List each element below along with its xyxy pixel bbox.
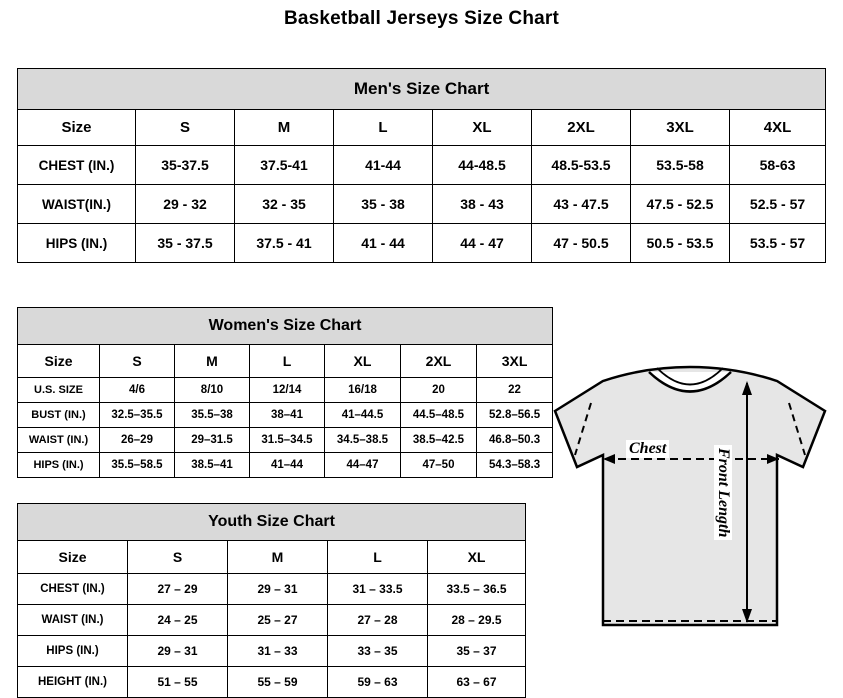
column-header: XL xyxy=(325,345,401,378)
table-cell: 32 - 35 xyxy=(235,185,334,224)
column-header: S xyxy=(136,110,235,146)
table-cell: 31 – 33 xyxy=(228,636,328,667)
table-cell: 35.5–38 xyxy=(175,403,250,428)
table-cell: 44–47 xyxy=(325,453,401,478)
table-cell: 29–31.5 xyxy=(175,428,250,453)
column-header: M xyxy=(175,345,250,378)
jersey-outline xyxy=(555,367,825,625)
table-row xyxy=(18,605,526,636)
table-cell: 59 – 63 xyxy=(328,667,428,698)
row-label: CHEST (IN.) xyxy=(18,146,136,185)
page-title: Basketball Jerseys Size Chart xyxy=(283,8,560,29)
mens-size-chart-table xyxy=(17,68,826,263)
table-cell: 44 - 47 xyxy=(433,224,532,263)
row-label: HIPS (IN.) xyxy=(18,453,100,478)
table-row xyxy=(18,378,553,403)
column-header: 2XL xyxy=(532,110,631,146)
column-header: M xyxy=(235,110,334,146)
column-header: XL xyxy=(428,541,526,574)
table-row xyxy=(18,667,526,698)
table-row xyxy=(18,428,553,453)
table-cell: 37.5 - 41 xyxy=(235,224,334,263)
table-cell: 33.5 – 36.5 xyxy=(428,574,526,605)
table-cell: 44-48.5 xyxy=(433,146,532,185)
column-header: Size xyxy=(18,541,128,574)
row-label: CHEST (IN.) xyxy=(18,574,128,605)
row-label: WAIST(IN.) xyxy=(18,185,136,224)
womens-table-caption: Women's Size Chart xyxy=(18,308,553,345)
table-row xyxy=(18,636,526,667)
row-label: WAIST (IN.) xyxy=(18,428,100,453)
table-cell: 41 - 44 xyxy=(334,224,433,263)
table-cell: 38.5–42.5 xyxy=(401,428,477,453)
table-cell: 52.8–56.5 xyxy=(477,403,553,428)
column-header: XL xyxy=(433,110,532,146)
table-cell: 29 – 31 xyxy=(228,574,328,605)
row-label: HIPS (IN.) xyxy=(18,636,128,667)
table-cell: 55 – 59 xyxy=(228,667,328,698)
column-header: L xyxy=(328,541,428,574)
table-cell: 35 - 38 xyxy=(334,185,433,224)
table-cell: 29 – 31 xyxy=(128,636,228,667)
table-cell: 35 - 37.5 xyxy=(136,224,235,263)
row-label: BUST (IN.) xyxy=(18,403,100,428)
table-cell: 12/14 xyxy=(250,378,325,403)
column-header: 4XL xyxy=(730,110,826,146)
table-cell: 22 xyxy=(477,378,553,403)
table-cell: 26–29 xyxy=(100,428,175,453)
column-header: L xyxy=(250,345,325,378)
table-cell: 47–50 xyxy=(401,453,477,478)
table-row xyxy=(18,403,553,428)
column-header: S xyxy=(128,541,228,574)
table-cell: 28 – 29.5 xyxy=(428,605,526,636)
table-cell: 47.5 - 52.5 xyxy=(631,185,730,224)
mens-table-caption: Men's Size Chart xyxy=(18,69,826,110)
column-header: 3XL xyxy=(477,345,553,378)
table-cell: 20 xyxy=(401,378,477,403)
table-cell: 33 – 35 xyxy=(328,636,428,667)
table-cell: 38.5–41 xyxy=(175,453,250,478)
table-cell: 48.5-53.5 xyxy=(532,146,631,185)
table-cell: 16/18 xyxy=(325,378,401,403)
youth-size-chart-table xyxy=(17,503,526,698)
table-cell: 46.8–50.3 xyxy=(477,428,553,453)
table-cell: 63 – 67 xyxy=(428,667,526,698)
table-caption-row xyxy=(18,504,526,541)
table-cell: 41–44 xyxy=(250,453,325,478)
table-cell: 24 – 25 xyxy=(128,605,228,636)
table-cell: 34.5–38.5 xyxy=(325,428,401,453)
table-cell: 27 – 29 xyxy=(128,574,228,605)
table-cell: 4/6 xyxy=(100,378,175,403)
table-cell: 41-44 xyxy=(334,146,433,185)
row-label: WAIST (IN.) xyxy=(18,605,128,636)
table-cell: 43 - 47.5 xyxy=(532,185,631,224)
column-header: Size xyxy=(18,110,136,146)
row-label: U.S. SIZE xyxy=(18,378,100,403)
table-cell: 38–41 xyxy=(250,403,325,428)
table-cell: 29 - 32 xyxy=(136,185,235,224)
table-cell: 44.5–48.5 xyxy=(401,403,477,428)
column-header: 3XL xyxy=(631,110,730,146)
table-cell: 8/10 xyxy=(175,378,250,403)
table-row xyxy=(18,185,826,224)
column-header: L xyxy=(334,110,433,146)
table-cell: 25 – 27 xyxy=(228,605,328,636)
row-label: HEIGHT (IN.) xyxy=(18,667,128,698)
table-cell: 35 – 37 xyxy=(428,636,526,667)
table-header-row xyxy=(18,110,826,146)
column-header: 2XL xyxy=(401,345,477,378)
column-header: M xyxy=(228,541,328,574)
table-cell: 53.5 - 57 xyxy=(730,224,826,263)
table-cell: 38 - 43 xyxy=(433,185,532,224)
table-row xyxy=(18,453,553,478)
table-row xyxy=(18,224,826,263)
table-cell: 32.5–35.5 xyxy=(100,403,175,428)
youth-table-caption: Youth Size Chart xyxy=(18,504,526,541)
column-header: Size xyxy=(18,345,100,378)
chest-measure-label: Chest xyxy=(626,440,669,458)
table-cell: 35-37.5 xyxy=(136,146,235,185)
table-cell: 52.5 - 57 xyxy=(730,185,826,224)
table-cell: 41–44.5 xyxy=(325,403,401,428)
column-header: S xyxy=(100,345,175,378)
table-caption-row xyxy=(18,69,826,110)
table-row xyxy=(18,574,526,605)
table-cell: 50.5 - 53.5 xyxy=(631,224,730,263)
table-header-row xyxy=(18,345,553,378)
front-length-measure-label: Front Length xyxy=(714,445,732,540)
table-cell: 54.3–58.3 xyxy=(477,453,553,478)
jersey-measurement-diagram xyxy=(545,363,835,673)
table-cell: 31.5–34.5 xyxy=(250,428,325,453)
table-cell: 27 – 28 xyxy=(328,605,428,636)
row-label: HIPS (IN.) xyxy=(18,224,136,263)
table-cell: 58-63 xyxy=(730,146,826,185)
table-cell: 53.5-58 xyxy=(631,146,730,185)
table-cell: 47 - 50.5 xyxy=(532,224,631,263)
table-caption-row xyxy=(18,308,553,345)
womens-size-chart-table xyxy=(17,307,553,478)
table-cell: 31 – 33.5 xyxy=(328,574,428,605)
table-cell: 35.5–58.5 xyxy=(100,453,175,478)
table-cell: 37.5-41 xyxy=(235,146,334,185)
table-header-row xyxy=(18,541,526,574)
table-cell: 51 – 55 xyxy=(128,667,228,698)
table-row xyxy=(18,146,826,185)
